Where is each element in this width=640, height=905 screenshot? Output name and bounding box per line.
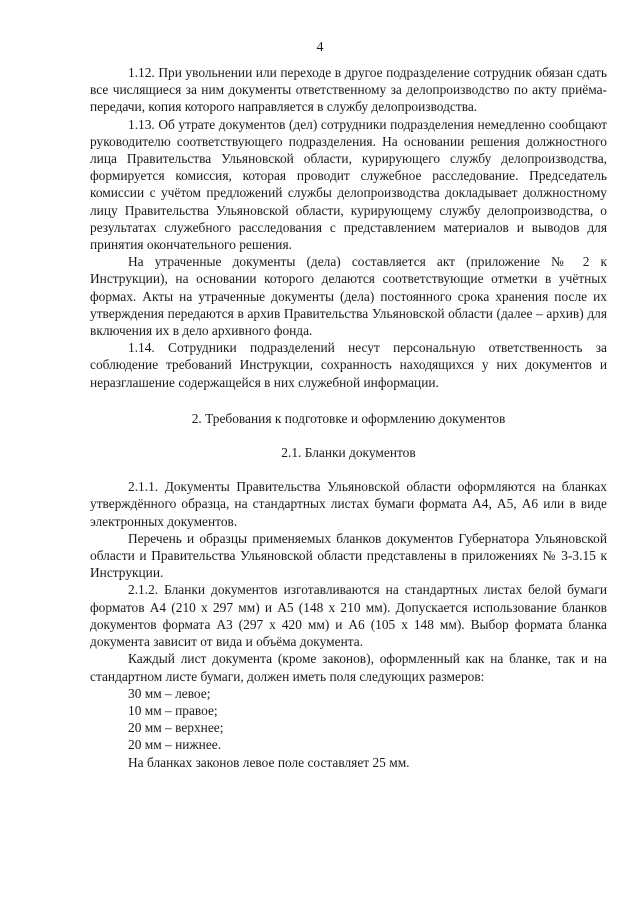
paragraph-1-13: 1.13. Об утрате документов (дел) сотрудники подразделения немедленно сообщают руководителю соответствующего подразделения. На основании решения должностного лица Правительства Ульяновской области, курирующего службу делопроизводства, формируется комиссия, которая проводит служебное расследование. Председатель комиссии с учётом предложений службы делопроизводства докладывает должностному лицу Правительства Ульяновской области, курирующему службу делопроизводства, о результатах служебного расследования с представлением материалов и выводов для принятия окончательного решения.: [90, 116, 607, 253]
paragraph-lost-documents-act: На утраченные документы (дела) составляется акт (приложение № 2 к Инструкции), на основании которого делаются соответствующие отметки в учётных формах. Акты на утраченные документы (дела) постоянного срока хранения после их утверждения передаются в архив Правительства Ульяновской области (далее – архив) для включения их в дело архивного фонда.: [90, 254, 607, 339]
margin-bottom-item: 20 мм – нижнее.: [128, 737, 222, 753]
paragraph-1-14: 1.14. Сотрудники подразделений несут персональную ответственность за соблюдение требований Инструкции, сохранность находящихся у них документов и неразглашение содержащейся в них служебной информации.: [90, 340, 607, 390]
document-body: [90, 64, 607, 771]
laws-margin-note: На бланках законов левое поле составляет 25 мм.: [128, 754, 410, 770]
subsection-heading-2-1: 2.1. Бланки документов: [281, 445, 416, 461]
margin-left-item: 30 мм – левое;: [128, 685, 211, 701]
margin-top-item: 20 мм – верхнее;: [128, 720, 224, 736]
paragraph-2-1-2: 2.1.2. Бланки документов изготавливаются на стандартных листах белой бумаги форматов А4 (210 х 297 мм) и А5 (148 х 210 мм). Допускается использование бланков документов формата А3 (297 х 420 мм) и А6 (105 х 148 мм). Выбор формата бланка документа зависит от вида и объёма документа.: [90, 582, 607, 650]
margin-right-item: 10 мм – правое;: [128, 702, 218, 718]
paragraph-1-12: 1.12. При увольнении или переходе в другое подразделение сотрудник обязан сдать все числящиеся за ним документы ответственному за делопроизводство по акту приёма-передачи, копия которого направляется в службу делопроизводства.: [90, 65, 607, 115]
paragraph-margins-intro: Каждый лист документа (кроме законов), оформленный как на бланке, так и на стандартном листе бумаги, должен иметь поля следующих размеров:: [90, 651, 607, 684]
section-heading-2: 2. Требования к подготовке и оформлению документов: [191, 410, 506, 426]
page-number: 4: [316, 40, 324, 55]
paragraph-2-1-1: 2.1.1. Документы Правительства Ульяновской области оформляются на бланках утверждённого образца, на стандартных листах бумаги формата А4, А5, А6 или в виде электронных документов.: [90, 479, 607, 529]
paragraph-forms-list: Перечень и образцы применяемых бланков документов Губернатора Ульяновской области и Правительства Ульяновской области представлены в приложениях № 3-3.15 к Инструкции.: [90, 530, 607, 581]
